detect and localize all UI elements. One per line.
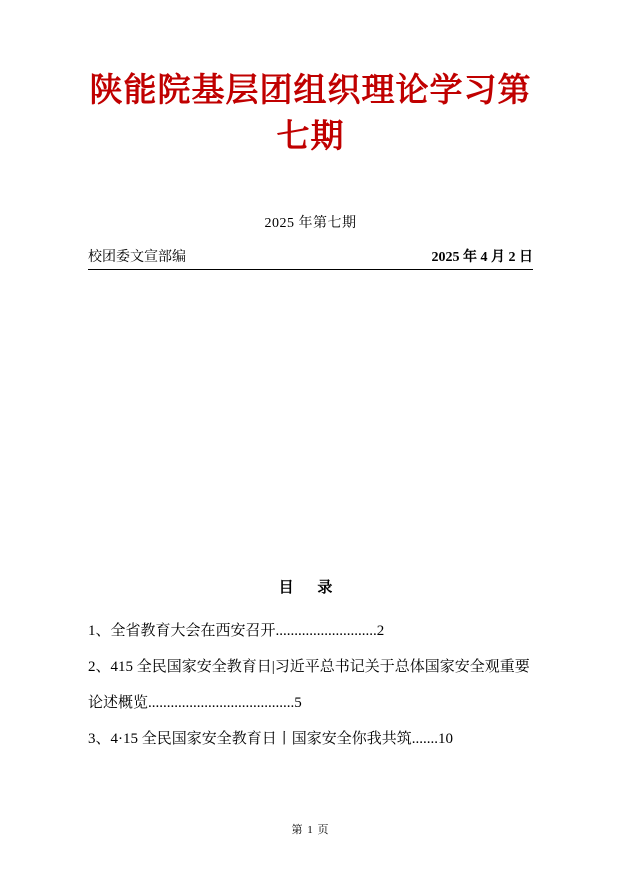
issue-number: 2025 年第七期: [264, 216, 357, 231]
toc-entry[interactable]: 3、4·15 全民国家安全教育日丨国家安全你我共筑.......10: [88, 731, 453, 747]
toc-entry[interactable]: 2、415 全民国家安全教育日|习近平总书记关于总体国家安全观重要论述概览.......................................5: [88, 659, 530, 711]
toc-entry[interactable]: 1、全省教育大会在西安召开...........................2: [88, 623, 385, 639]
page-footer: 第 1 页: [291, 824, 330, 836]
editor-label: 校团委文宣部编: [88, 250, 186, 265]
toc-list: [88, 613, 533, 757]
blank-space: [88, 270, 533, 570]
publish-date: 2025 年 4 月 2 日: [431, 250, 533, 265]
document-meta: [88, 246, 533, 270]
page-title: 陕能院基层团组织理论学习第七期: [89, 73, 532, 155]
toc-heading: 目 录: [278, 580, 343, 596]
